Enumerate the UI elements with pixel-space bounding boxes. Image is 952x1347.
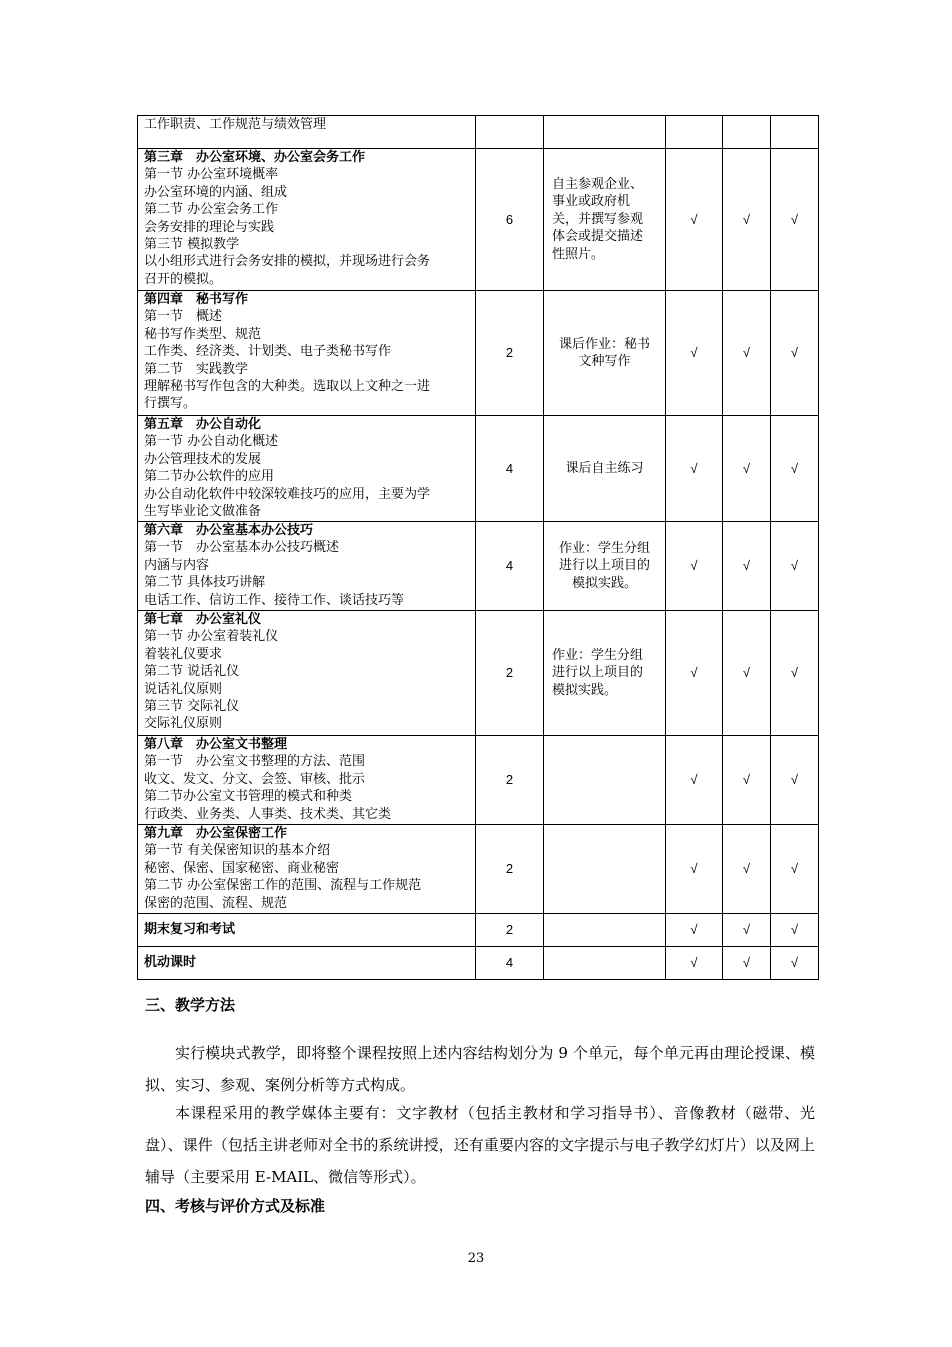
section-line: 内涵与内容 bbox=[144, 557, 210, 573]
chapter-title: 第九章 办公室保密工作 bbox=[144, 826, 288, 841]
check-mark: √ bbox=[666, 522, 723, 611]
activity-cell bbox=[544, 116, 666, 149]
section-line: 以小组形式进行会务安排的模拟，并现场进行会务 bbox=[144, 254, 431, 270]
check-mark: √ bbox=[771, 291, 819, 416]
activity-cell bbox=[544, 947, 666, 980]
section-line: 第一节 办公室基本办公技巧概述 bbox=[144, 540, 340, 556]
section-line: 收文、发文、分文、会签、审核、批示 bbox=[144, 771, 366, 787]
activity-line: 文种写作 bbox=[578, 354, 631, 369]
activity-line: 事业或政府机 bbox=[552, 194, 631, 210]
chapter-row bbox=[138, 825, 819, 914]
check-mark: √ bbox=[666, 825, 723, 914]
section-line: 着装礼仪要求 bbox=[144, 646, 223, 662]
activity-cell bbox=[544, 522, 666, 611]
check-mark: √ bbox=[771, 416, 819, 522]
chapter-row bbox=[138, 149, 819, 291]
section-line: 办公室环境的内涵、组成 bbox=[144, 184, 288, 200]
paragraph: 本课程采用的教学媒体主要有：文字教材（包括主教材和学习指导书）、音像教材（磁带、光盘）、课件（包括主讲老师对全书的系统讲授，还有重要内容的文字提示与电子教学幻灯片）以及网上辅导（主要采用 E-MAIL、微信等形式）。 bbox=[145, 1104, 815, 1186]
chapter-row bbox=[138, 611, 819, 736]
hours-cell: 2 bbox=[476, 291, 544, 416]
hours-cell bbox=[476, 116, 544, 149]
activity-cell bbox=[544, 736, 666, 825]
section-line: 秘密、保密、国家秘密、商业秘密 bbox=[144, 860, 340, 876]
check-mark: √ bbox=[771, 825, 819, 914]
section-line: 行政类、业务类、人事类、技术类、其它类 bbox=[144, 806, 392, 822]
section-line: 说话礼仪原则 bbox=[144, 681, 223, 697]
section-line: 召开的模拟。 bbox=[144, 271, 223, 287]
content-line: 工作职责、工作规范与绩效管理 bbox=[144, 117, 327, 132]
hours-cell: 2 bbox=[476, 736, 544, 825]
activity-cell bbox=[544, 291, 666, 416]
chapter-content-cell bbox=[138, 736, 476, 825]
chapter-row bbox=[138, 416, 819, 522]
section-line: 第一节 办公室环境概率 bbox=[144, 167, 279, 183]
section-line: 第二节 具体技巧讲解 bbox=[144, 575, 266, 591]
section-line: 第一节 概述 bbox=[144, 309, 223, 325]
section-line: 第二节办公室文书管理的模式和种类 bbox=[144, 789, 353, 805]
summary-row bbox=[138, 914, 819, 947]
check-mark: √ bbox=[666, 736, 723, 825]
table-row bbox=[138, 116, 819, 149]
section-line: 第二节 办公室保密工作的范围、流程与工作规范 bbox=[144, 878, 422, 894]
hours-cell: 2 bbox=[476, 914, 544, 947]
chapter-content-cell bbox=[138, 416, 476, 522]
activity-line: 性照片。 bbox=[552, 246, 605, 262]
section-4-heading: 四、考核与评价方式及标准 bbox=[145, 1197, 326, 1215]
chapter-content-cell bbox=[138, 825, 476, 914]
chapter-title: 第四章 秘书写作 bbox=[144, 292, 249, 307]
section-line: 第一节 办公自动化概述 bbox=[144, 434, 279, 450]
chapter-content-cell bbox=[138, 611, 476, 736]
check-mark: √ bbox=[723, 825, 771, 914]
activity-line: 模拟实践。 bbox=[571, 575, 637, 591]
section-line: 秘书写作类型、规范 bbox=[144, 326, 262, 342]
check-mark: √ bbox=[666, 947, 723, 980]
section-line: 第二节办公软件的应用 bbox=[144, 469, 275, 485]
page-number: 23 bbox=[467, 1251, 485, 1266]
summary-title-cell: 机动课时 bbox=[138, 947, 476, 980]
section-line: 第一节 办公室文书整理的方法、范围 bbox=[144, 754, 366, 770]
summary-title-cell: 期末复习和考试 bbox=[138, 914, 476, 947]
activity-line: 模拟实践。 bbox=[552, 682, 618, 698]
check-mark: √ bbox=[723, 149, 771, 291]
section-line: 生写毕业论文做准备 bbox=[144, 504, 262, 520]
activity-cell bbox=[544, 825, 666, 914]
chapter-title: 第八章 办公室文书整理 bbox=[144, 737, 288, 752]
check-mark: √ bbox=[666, 611, 723, 736]
check-mark: √ bbox=[723, 291, 771, 416]
chapter-content-cell bbox=[138, 149, 476, 291]
section-line: 第一节 有关保密知识的基本介绍 bbox=[144, 843, 331, 859]
section-3-heading: 三、教学方法 bbox=[145, 996, 236, 1014]
section-line: 工作类、经济类、计划类、电子类秘书写作 bbox=[144, 344, 392, 360]
activity-line: 进行以上项目的 bbox=[552, 665, 644, 681]
section-line: 第二节 说话礼仪 bbox=[144, 664, 240, 680]
check-mark: √ bbox=[771, 947, 819, 980]
chapter-row bbox=[138, 736, 819, 825]
chapter-title: 第五章 办公自动化 bbox=[144, 417, 262, 432]
check-mark: √ bbox=[723, 736, 771, 825]
content-cell bbox=[138, 116, 476, 149]
activity-line: 作业：学生分组 bbox=[552, 647, 644, 663]
hours-cell: 6 bbox=[476, 149, 544, 291]
activity-cell bbox=[544, 149, 666, 291]
section-line: 第三节 模拟教学 bbox=[144, 237, 240, 253]
section-line: 理解秘书写作包含的大种类。选取以上文种之一进 bbox=[144, 379, 431, 395]
check-mark: √ bbox=[771, 914, 819, 947]
check-mark: √ bbox=[723, 914, 771, 947]
hours-cell: 2 bbox=[476, 611, 544, 736]
section-line: 办公管理技术的发展 bbox=[144, 451, 262, 467]
hours-cell: 4 bbox=[476, 947, 544, 980]
activity-line: 课后自主练习 bbox=[565, 460, 644, 476]
section-line: 第二节 实践教学 bbox=[144, 361, 249, 377]
section-line: 电话工作、信访工作、接待工作、谈话技巧等 bbox=[144, 592, 405, 608]
activity-line: 作业：学生分组 bbox=[558, 540, 650, 556]
chapter-title: 第七章 办公室礼仪 bbox=[144, 612, 262, 627]
check-mark: √ bbox=[771, 522, 819, 611]
check-mark: √ bbox=[723, 416, 771, 522]
activity-line: 自主参观企业、 bbox=[552, 176, 644, 192]
paragraph: 实行模块式教学，即将整个课程按照上述内容结构划分为 9 个单元，每个单元再由理论授课、模拟、实习、参观、案例分析等方式构成。 bbox=[145, 1044, 815, 1094]
check-cell bbox=[771, 116, 819, 149]
section-line: 第三节 交际礼仪 bbox=[144, 699, 240, 715]
section-line: 第二节 办公室会务工作 bbox=[144, 202, 279, 218]
chapter-content-cell bbox=[138, 522, 476, 611]
check-mark: √ bbox=[666, 149, 723, 291]
chapter-title: 第六章 办公室基本办公技巧 bbox=[144, 523, 314, 538]
activity-line: 课后作业：秘书 bbox=[558, 336, 650, 352]
hours-cell: 4 bbox=[476, 522, 544, 611]
activity-cell bbox=[544, 416, 666, 522]
check-mark: √ bbox=[666, 914, 723, 947]
check-mark: √ bbox=[666, 416, 723, 522]
hours-cell: 4 bbox=[476, 416, 544, 522]
activity-line: 体会或提交描述 bbox=[552, 229, 644, 245]
activity-cell bbox=[544, 914, 666, 947]
section-line: 保密的范围、流程、规范 bbox=[144, 895, 288, 911]
section-line: 会务安排的理论与实践 bbox=[144, 219, 275, 235]
section-line: 行撰写。 bbox=[144, 396, 197, 412]
syllabus-table bbox=[137, 115, 819, 980]
chapter-content-cell bbox=[138, 291, 476, 416]
hours-cell: 2 bbox=[476, 825, 544, 914]
section-line: 交际礼仪原则 bbox=[144, 716, 223, 732]
check-mark: √ bbox=[771, 611, 819, 736]
section-line: 办公自动化软件中较深较难技巧的应用，主要为学 bbox=[144, 486, 431, 502]
chapter-row bbox=[138, 291, 819, 416]
summary-row bbox=[138, 947, 819, 980]
activity-line: 关，并撰写参观 bbox=[552, 211, 644, 227]
check-mark: √ bbox=[723, 947, 771, 980]
check-mark: √ bbox=[723, 522, 771, 611]
check-mark: √ bbox=[666, 291, 723, 416]
check-mark: √ bbox=[771, 736, 819, 825]
check-cell bbox=[723, 116, 771, 149]
chapter-row bbox=[138, 522, 819, 611]
check-mark: √ bbox=[723, 611, 771, 736]
chapter-title: 第三章 办公室环境、办公室会务工作 bbox=[144, 150, 366, 165]
activity-line: 进行以上项目的 bbox=[558, 558, 650, 574]
check-mark: √ bbox=[771, 149, 819, 291]
check-cell bbox=[666, 116, 723, 149]
activity-cell bbox=[544, 611, 666, 736]
section-line: 第一节 办公室着装礼仪 bbox=[144, 629, 279, 645]
